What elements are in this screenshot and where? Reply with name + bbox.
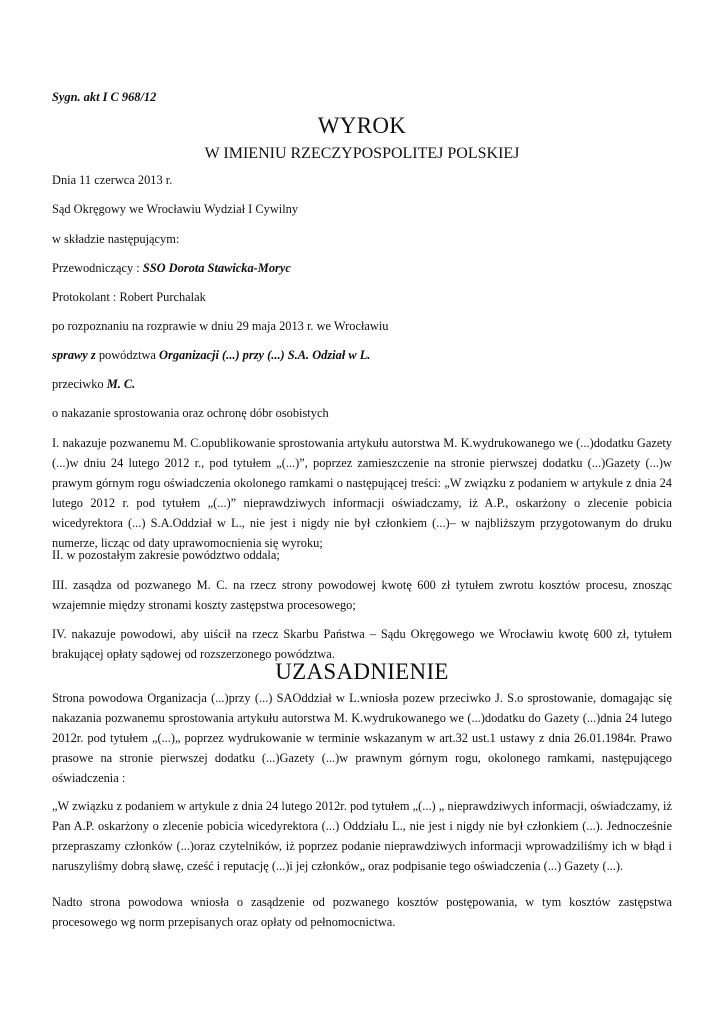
chair-label: Przewodniczący : <box>52 261 143 275</box>
verdict-subtitle: W IMIENIU RZECZYPOSPOLITEJ POLSKIEJ <box>204 145 520 162</box>
against-label: przeciwko <box>52 377 107 391</box>
clerk-line: Protokolant : Robert Purchalak <box>52 290 206 304</box>
verdict-title: WYROK <box>317 113 407 138</box>
justification-title: UZASADNIENIE <box>275 659 449 684</box>
case-middle: powództwa <box>95 348 160 362</box>
chair-name: SSO Dorota Stawicka-Moryc <box>142 261 291 275</box>
verdict-item-1: I. nakazuje pozwanemu M. C.opublikowanie sprostowania artykułu autorstwa M. K.wydrukowanego we (...)dodatku Gazety (...)w dniu 24 lutego 2012 r., pod tytułem „(...)”, poprzez zamieszczenie na stronie pierwszej dodatku (...)Gazety (...)w prawym górnym rogu oświadczenia okolonego ramkami o następującej treści: „W związku z podaniem w artykule z dnia 24 lutego 2012 r. pod tytułem „(...)” nieprawdziwych informacji oświadczamy, iż A.P., oskarżony o zlecenie pobicia wicedyrektora (...) S.A.Oddział w L., nie jest i nigdy nie był członkiem (...)– w najbliższym przygotowanym do druku numerze, licząc od daty uprawomocnienia się wyroku; <box>52 436 672 550</box>
verdict-item-4: IV. nakazuje powodowi, aby uiścił na rzecz Skarbu Państwa – Sądu Okręgowego we Wrocławiu kwotę 600 zł, tytułem brakującej opłaty sądowej od rozszerzonego powództwa. <box>52 627 672 661</box>
date-line: Dnia 11 czerwca 2013 r. <box>52 173 173 187</box>
court-name: Sąd Okręgowy we Wrocławiu Wydział I Cywilny <box>52 202 299 216</box>
justification-paragraph-1: Strona powodowa Organizacja (...)przy (...) SAOddział w L.wniosła pozew przeciwko J. S.o sprostowanie, domagając się nakazania pozwanemu sprostowania artykułu autorstwa M. K.wydrukowanego we (...)dodatku do Gazety (...)dnia 24 lutego 2012r. pod tytułem „(...)„ poprzez wydrukowanie w terminie wskazanym w art.32 ust.1 ustawy z dnia 26.01.1984r. Prawo prasowe na stronie pierwszej dodatku (...)Gazety (...)w prawnym górnym rogu, okolonego ramkami, następującego oświadczenia : <box>52 691 672 785</box>
hearing-line: po rozpoznaniu na rozprawie w dniu 29 maja 2013 r. we Wrocławiu <box>52 319 389 333</box>
defendant-name: M. C. <box>106 377 136 391</box>
verdict-item-3: III. zasądza od pozwanego M. C. na rzecz strony powodowej kwotę 600 zł tytułem zwrotu kosztów procesu, znosząc wzajemnie między stronami koszty zastępstwa procesowego; <box>52 578 672 612</box>
composition-line: w składzie następującym: <box>52 232 180 246</box>
justification-paragraph-3: Nadto strona powodowa wniosła o zasądzenie od pozwanego kosztów postępowania, w tym kosztów zastępstwa procesowego wg norm przepisanych oraz opłaty od pełnomocnictwa. <box>52 895 672 929</box>
subject-line: o nakazanie sprostowania oraz ochronę dóbr osobistych <box>52 406 329 420</box>
case-prefix: sprawy z <box>52 348 96 362</box>
chair-line <box>52 258 672 278</box>
justification-paragraph-2: „W związku z podaniem w artykule z dnia 24 lutego 2012r. pod tytułem „(...) „ nieprawdziwych informacji, oświadczamy, iż Pan A.P. oskarżony o zlecenie pobicia wicedyrektora (...) Oddziału L., nie jest i nigdy nie był członkiem (...). Jednocześnie przepraszamy członków (...)oraz czytelników, iż poprzez podanie nieprawdziwych informacji wprowadziliśmy ich w błąd i naruszyliśmy dobrą sławę, cześć i reputację (...)i jej członków„ oraz podpisanie tego oświadczenia (...) Gazety (...). <box>52 799 672 873</box>
verdict-item-2: II. w pozostałym zakresie powództwo oddala; <box>52 548 280 562</box>
plaintiff-name: Organizacji (...) przy (...) S.A. Odział w L. <box>159 348 371 362</box>
against-line <box>52 374 672 394</box>
case-line <box>52 345 672 365</box>
case-signature: Sygn. akt I C 968/12 <box>52 90 157 104</box>
